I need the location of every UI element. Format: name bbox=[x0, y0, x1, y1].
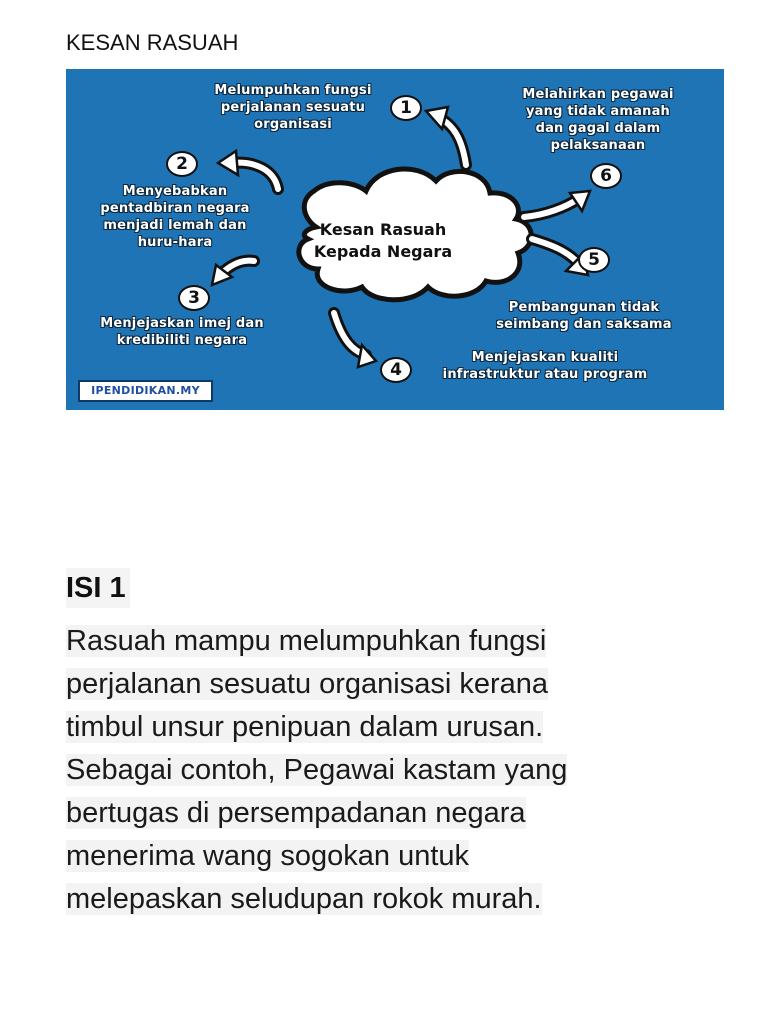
point-5-badge: 5 bbox=[578, 247, 610, 273]
point-2-badge: 2 bbox=[166, 151, 198, 177]
page-title: KESAN RASUAH bbox=[66, 30, 239, 55]
point-4-line-1: Menjejaskan kualiti bbox=[471, 350, 619, 365]
point-4-line-2: infrastruktur atau program bbox=[442, 367, 648, 382]
point-2-line-3: menjadi lemah dan bbox=[103, 218, 247, 233]
center-label-line-2: Kepada Negara bbox=[313, 242, 453, 261]
point-4-badge: 4 bbox=[380, 357, 412, 383]
point-1-text bbox=[188, 82, 398, 133]
point-6-line-2: yang tidak amanah bbox=[525, 104, 671, 119]
point-3-line-2: kredibiliti negara bbox=[116, 333, 248, 348]
point-3-badge: 3 bbox=[178, 285, 210, 311]
infographic bbox=[66, 69, 724, 410]
point-6-line-3: dan gagal dalam bbox=[535, 121, 661, 136]
point-1-badge: 1 bbox=[390, 95, 422, 121]
center-label bbox=[288, 219, 478, 263]
point-4-text bbox=[410, 349, 680, 383]
point-5-text bbox=[484, 299, 684, 333]
paragraph-line-2: perjalanan sesuatu organisasi kerana bbox=[66, 668, 549, 700]
point-5-line-1: Pembangunan tidak bbox=[508, 300, 660, 315]
point-2-line-1: Menyebabkan bbox=[122, 184, 228, 199]
paragraph-line-5: bertugas di persempadanan negara bbox=[66, 797, 526, 829]
point-1-line-2: perjalanan sesuatu bbox=[220, 100, 366, 115]
point-6-line-4: pelaksanaan bbox=[550, 138, 646, 153]
center-label-line-1: Kesan Rasuah bbox=[319, 220, 447, 239]
paragraph-line-7: melepaskan seludupan rokok murah. bbox=[66, 883, 542, 915]
point-2-text bbox=[80, 183, 270, 251]
point-2-line-4: huru-hara bbox=[137, 235, 213, 250]
point-5-line-2: seimbang dan saksama bbox=[496, 317, 672, 332]
section-heading: ISI 1 bbox=[66, 568, 130, 608]
point-6-text bbox=[508, 86, 688, 154]
point-6-badge: 6 bbox=[590, 163, 622, 189]
point-3-line-1: Menjejaskan imej dan bbox=[100, 316, 264, 331]
point-2-line-2: pentadbiran negara bbox=[100, 201, 250, 216]
paragraph-line-1: Rasuah mampu melumpuhkan fungsi bbox=[66, 625, 547, 657]
brand-label: IPENDIDIKAN.MY bbox=[78, 380, 213, 402]
point-6-line-1: Melahirkan pegawai bbox=[522, 87, 674, 102]
point-1-line-3: organisasi bbox=[254, 117, 332, 132]
point-3-text bbox=[84, 315, 280, 349]
paragraph-line-4: Sebagai contoh, Pegawai kastam yang bbox=[66, 754, 568, 786]
point-1-line-1: Melumpuhkan fungsi bbox=[214, 83, 372, 98]
body-paragraph bbox=[66, 620, 706, 921]
paragraph-line-3: timbul unsur penipuan dalam urusan. bbox=[66, 711, 544, 743]
paragraph-line-6: menerima wang sogokan untuk bbox=[66, 840, 470, 872]
